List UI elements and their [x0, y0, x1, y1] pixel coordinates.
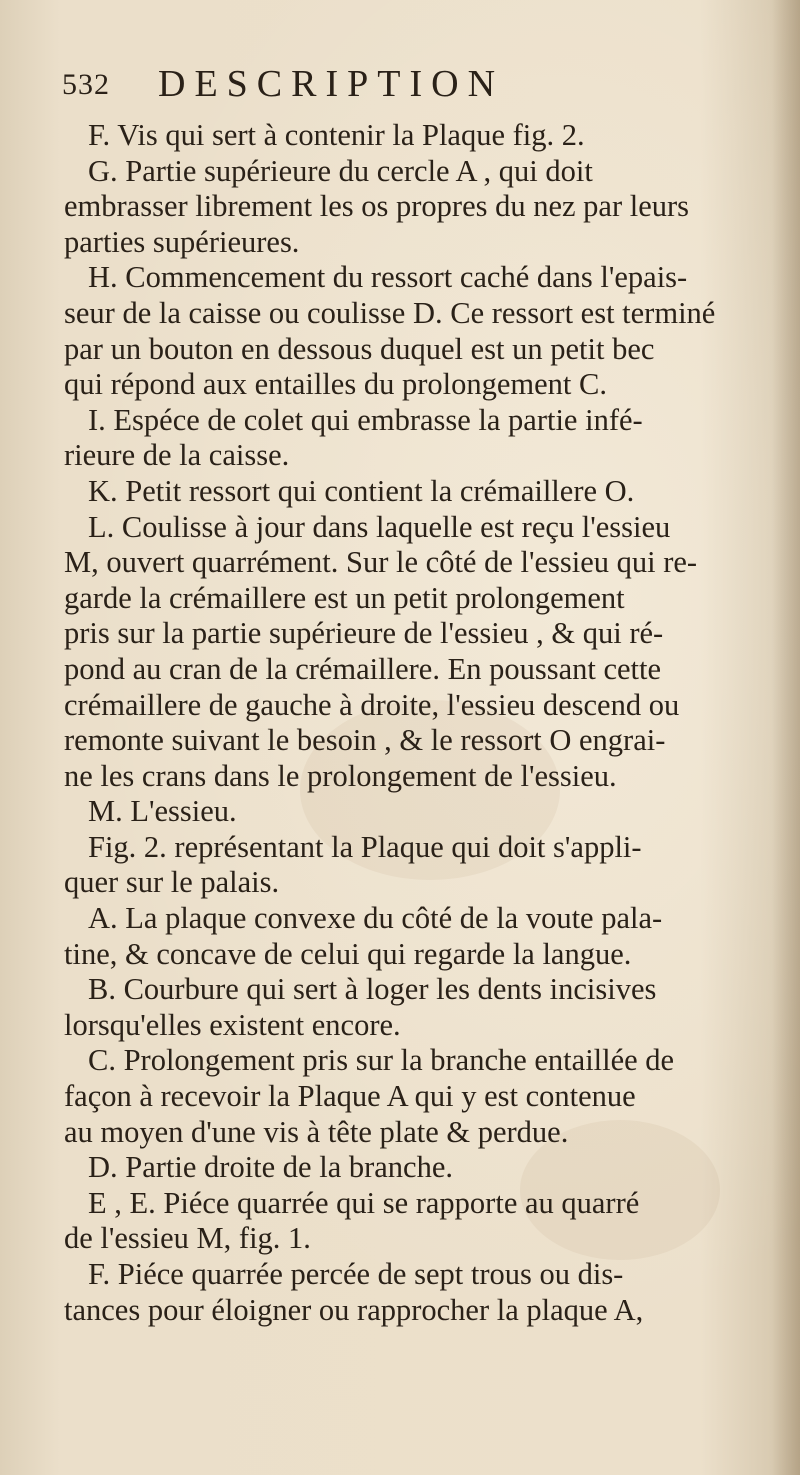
text-line: remonte suivant le besoin , & le ressort O engrai- [64, 723, 666, 758]
text-line: tances pour éloigner ou rapprocher la plaque A, [64, 1292, 644, 1327]
page-header [62, 62, 762, 112]
text-line: garde la crémaillere est un petit prolongement [64, 580, 625, 615]
running-title: DESCRIPTION [158, 63, 505, 105]
text-line: H. Commencement du ressort caché dans l'epais- [88, 260, 688, 295]
text-line: crémaillere de gauche à droite, l'essieu descend ou [64, 687, 680, 722]
page-number: 532 [62, 68, 110, 101]
text-line: B. Courbure qui sert à loger les dents incisives [88, 972, 657, 1007]
text-line: parties supérieures. [64, 224, 300, 259]
text-line: par un bouton en dessous duquel est un petit bec [64, 331, 655, 366]
text-line: Fig. 2. représentant la Plaque qui doit s'appli- [88, 829, 642, 864]
text-line: G. Partie supérieure du cercle A , qui doit [88, 153, 593, 188]
text-line: E , E. Piéce quarrée qui se rapporte au quarré [88, 1185, 640, 1220]
text-line: C. Prolongement pris sur la branche entaillée de [88, 1043, 675, 1078]
text-line: tine, & concave de celui qui regarde la langue. [64, 936, 632, 971]
text-line: qui répond aux entailles du prolongement C. [64, 367, 607, 402]
text-line: I. Espéce de colet qui embrasse la partie infé- [88, 402, 643, 437]
text-line: quer sur le palais. [64, 865, 280, 900]
text-line: L. Coulisse à jour dans laquelle est reçu l'essieu [88, 509, 671, 544]
text-line: au moyen d'une vis à tête plate & perdue. [64, 1114, 569, 1149]
text-line: D. Partie droite de la branche. [88, 1150, 454, 1185]
text-line: façon à recevoir la Plaque A qui y est contenue [64, 1079, 636, 1114]
text-line: de l'essieu M, fig. 1. [64, 1221, 311, 1256]
text-line: F. Piéce quarrée percée de sept trous ou dis- [88, 1257, 624, 1291]
text-line: A. La plaque convexe du côté de la voute pala- [88, 901, 663, 936]
text-line: M, ouvert quarrément. Sur le côté de l'essieu qui re- [64, 545, 698, 580]
text-line: pond au cran de la crémaillere. En poussant cette [64, 651, 662, 686]
body-text [64, 118, 764, 1328]
text-line: ne les crans dans le prolongement de l'essieu. [64, 758, 617, 793]
text-line: K. Petit ressort qui contient la crémaillere O. [88, 473, 635, 508]
text-line: rieure de la caisse. [64, 438, 290, 473]
text-line: lorsqu'elles existent encore. [64, 1007, 401, 1042]
text-line: F. Vis qui sert à contenir la Plaque fig. 2. [88, 118, 585, 152]
text-line: embrasser librement les os propres du nez par leurs [64, 189, 690, 224]
text-line: seur de la caisse ou coulisse D. Ce ressort est terminé [64, 295, 716, 330]
page-edge-shadow [772, 0, 800, 1475]
text-line: pris sur la partie supérieure de l'essieu , & qui ré- [64, 616, 664, 651]
text-line: M. L'essieu. [88, 794, 237, 829]
